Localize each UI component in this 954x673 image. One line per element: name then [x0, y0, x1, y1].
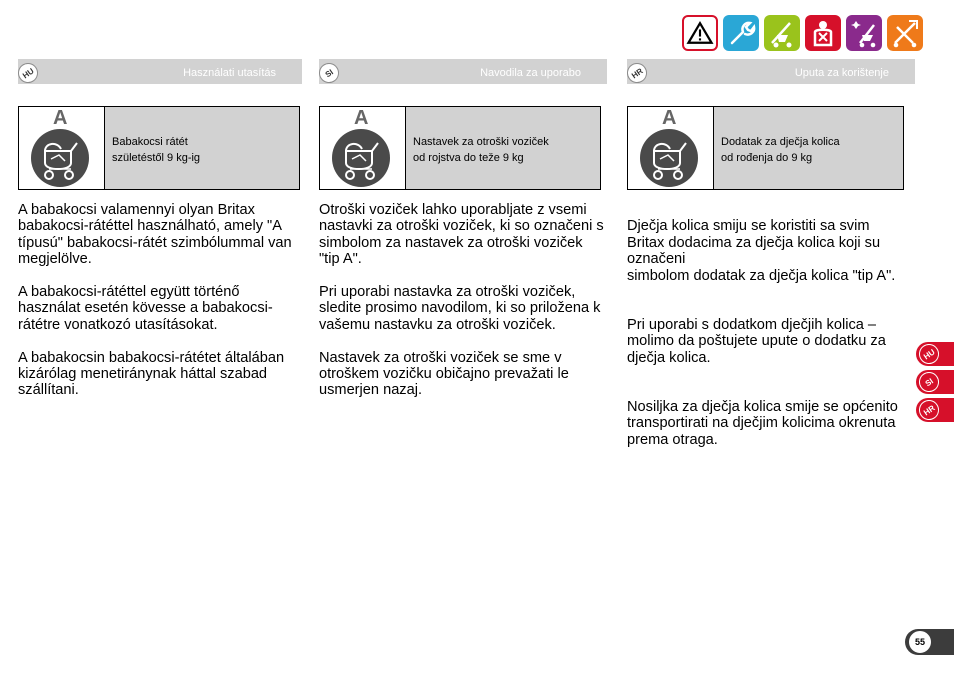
paragraph: Otroški voziček lahko uporabljate z vsemi nastavki za otroški voziček, ki so označeni s simbolom za nastavek za otroški voziček "tip A". [319, 202, 604, 268]
pram-type-line: születéstől 9 kg-ig [112, 152, 201, 164]
side-tab-si[interactable] [916, 370, 954, 394]
side-tab-label: HR [915, 396, 943, 424]
paragraph: Nastavek za otroški voziček se sme v otroškem vozičku običajno prevažati le usmerjen nazaj. [319, 349, 569, 399]
paragraph: A babakocsin babakocsi-rátétet általában kizárólag menetiránynak háttal szabad szállítani. [18, 349, 285, 399]
body-text [18, 202, 304, 415]
side-tab-hr[interactable] [916, 398, 954, 422]
section-header-band [627, 59, 915, 84]
pram-type-description [112, 134, 200, 166]
pram-icon [31, 129, 89, 187]
paragraph: Pri uporabi s dodatkom dječjih kolica – molimo da poštujete upute o dodatku za dječja kolica. [627, 316, 886, 366]
body-text [627, 202, 909, 481]
pram-type-box [319, 106, 601, 190]
pram-type-description [721, 134, 840, 166]
pram-icon [640, 129, 698, 187]
language-badge: HR [623, 59, 651, 87]
language-badge: HU [14, 59, 42, 87]
sparkle-stroller-icon [846, 15, 882, 51]
paragraph: A babakocsi-rátéttel együtt történő használat esetén kövesse a babakocsi-rátétre vonatkozó utasításokat. [18, 284, 273, 333]
paragraph: Dječja kolica smiju se koristiti sa svim Britax dodacima za dječja kolica koji su označeni simbolom dodatak za dječja kolica "tip A". [627, 218, 896, 284]
side-tab-label: HU [915, 340, 943, 368]
pram-icon [332, 129, 390, 187]
pram-type-line: Babakocsi rátét [112, 136, 188, 148]
pram-type-line: od rojstva do teže 9 kg [413, 152, 524, 164]
folding-stroller-icon [887, 15, 923, 51]
page-number: 55 [909, 631, 931, 653]
pram-symbol-panel [628, 107, 714, 189]
section-header-band [18, 59, 302, 84]
type-letter: A [53, 107, 68, 129]
pram-symbol-panel [320, 107, 406, 189]
pram-type-description [413, 134, 549, 166]
side-tab-label: SI [915, 368, 943, 396]
warning-icon [682, 15, 718, 51]
pram-type-line: od rođenja do 9 kg [721, 152, 813, 164]
pram-type-box [18, 106, 300, 190]
language-badge: SI [315, 59, 343, 87]
stroller-attachment-icon [764, 15, 800, 51]
section-header-title: Navodila za uporabo [480, 67, 581, 79]
child-seat-icon [805, 15, 841, 51]
pram-symbol-panel [19, 107, 105, 189]
body-text [319, 202, 607, 415]
type-letter: A [662, 107, 677, 129]
wrench-icon [723, 15, 759, 51]
page-number-tab [905, 629, 954, 655]
section-header-band [319, 59, 607, 84]
section-header-title: Használati utasítás [183, 67, 276, 79]
type-letter: A [354, 107, 369, 129]
side-tab-hu[interactable] [916, 342, 954, 366]
paragraph: Pri uporabi nastavka za otroški voziček, sledite prosimo navodilom, ki so priložena k vašemu nastavku za otroški voziček. [319, 284, 601, 333]
paragraph: Nosiljka za dječja kolica smije se općenito transportirati na dječjim kolicima okrenuta prema otraga. [627, 398, 898, 448]
paragraph: A babakocsi valamennyi olyan Britax babakocsi-rátéttel használható, amely "A típusú" babakocsi-rátét szimbólummal van megjelölve. [18, 202, 292, 268]
pram-type-box [627, 106, 904, 190]
pram-type-line: Dodatak za dječja kolica [721, 136, 840, 148]
section-header-title: Uputa za korištenje [794, 67, 889, 79]
pram-type-line: Nastavek za otroški voziček [413, 136, 549, 148]
